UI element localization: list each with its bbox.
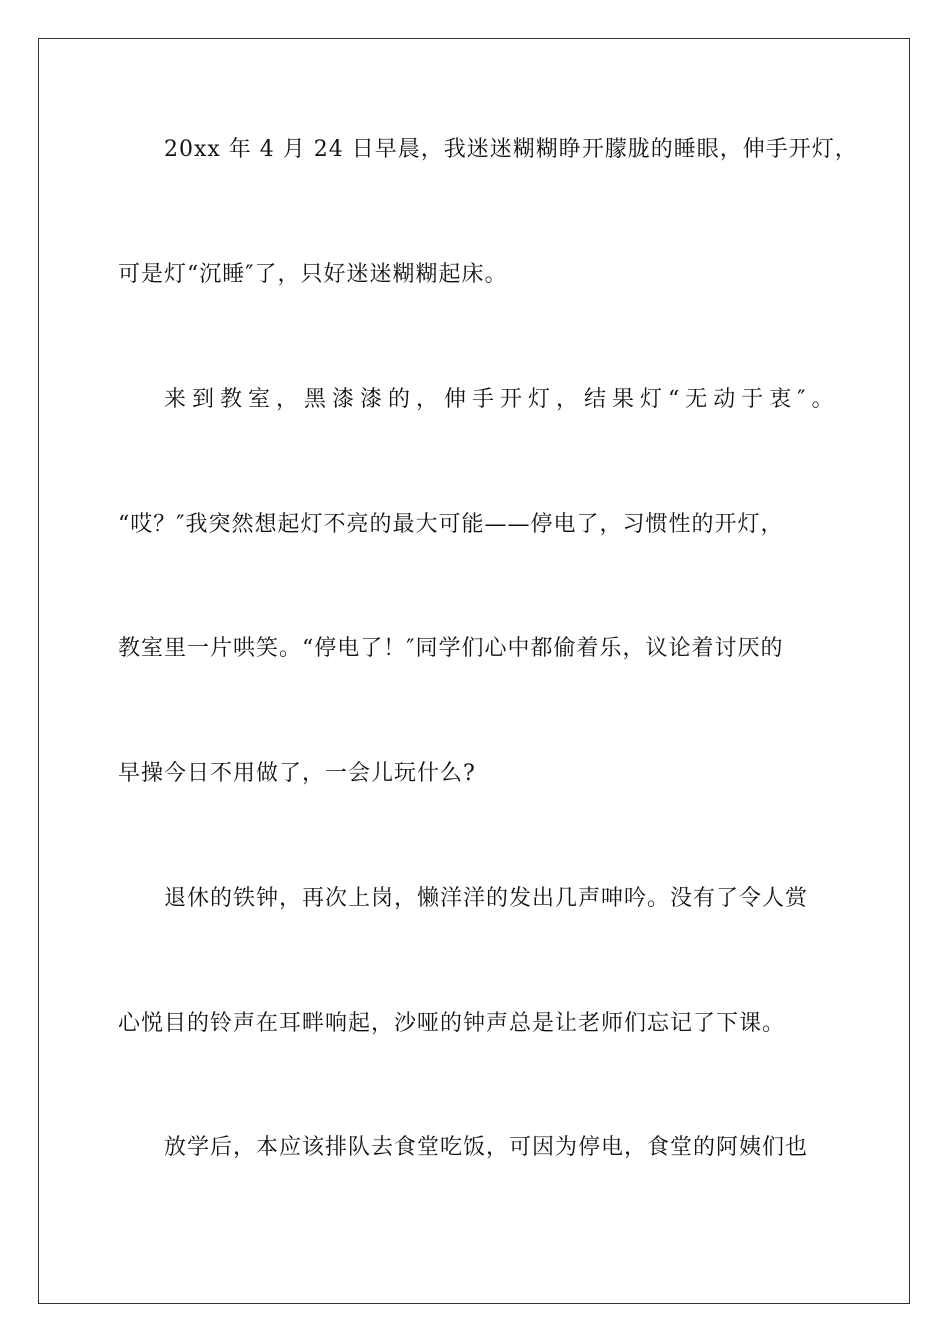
paragraph-2-line-4: 早操今日不用做了，一会儿玩什么?: [118, 761, 476, 786]
paragraph-2-line-3: 教室里一片哄笑。“停电了！″同学们心中都偷着乐，议论着讨厌的: [118, 636, 784, 661]
paragraph-3-line-2: 心悦目的铃声在耳畔响起，沙哑的钟声总是让老师们忘记了下课。: [118, 1011, 786, 1036]
paragraph-1-line-2: 可是灯“沉睡″了，只好迷迷糊糊起床。: [118, 262, 508, 287]
paragraph-1-line-1: 20xx 年 4 月 24 日早晨，我迷迷糊糊睁开朦胧的睡眼，伸手开灯，: [164, 137, 858, 162]
paragraph-3-line-1: 退休的铁钟，再次上岗，懒洋洋的发出几声呻吟。没有了令人赏: [164, 886, 809, 911]
paragraph-2-line-1: 来到教室，黑漆漆的，伸手开灯，结果灯“无动于衷″。: [164, 387, 840, 412]
page-border: [38, 38, 910, 1304]
paragraph-4-line-1: 放学后，本应该排队去食堂吃饭，可因为停电，食堂的阿姨们也: [164, 1135, 809, 1160]
paragraph-2-line-2: “哎？″我突然想起灯不亮的最大可能——停电了，习惯性的开灯，: [118, 512, 784, 537]
